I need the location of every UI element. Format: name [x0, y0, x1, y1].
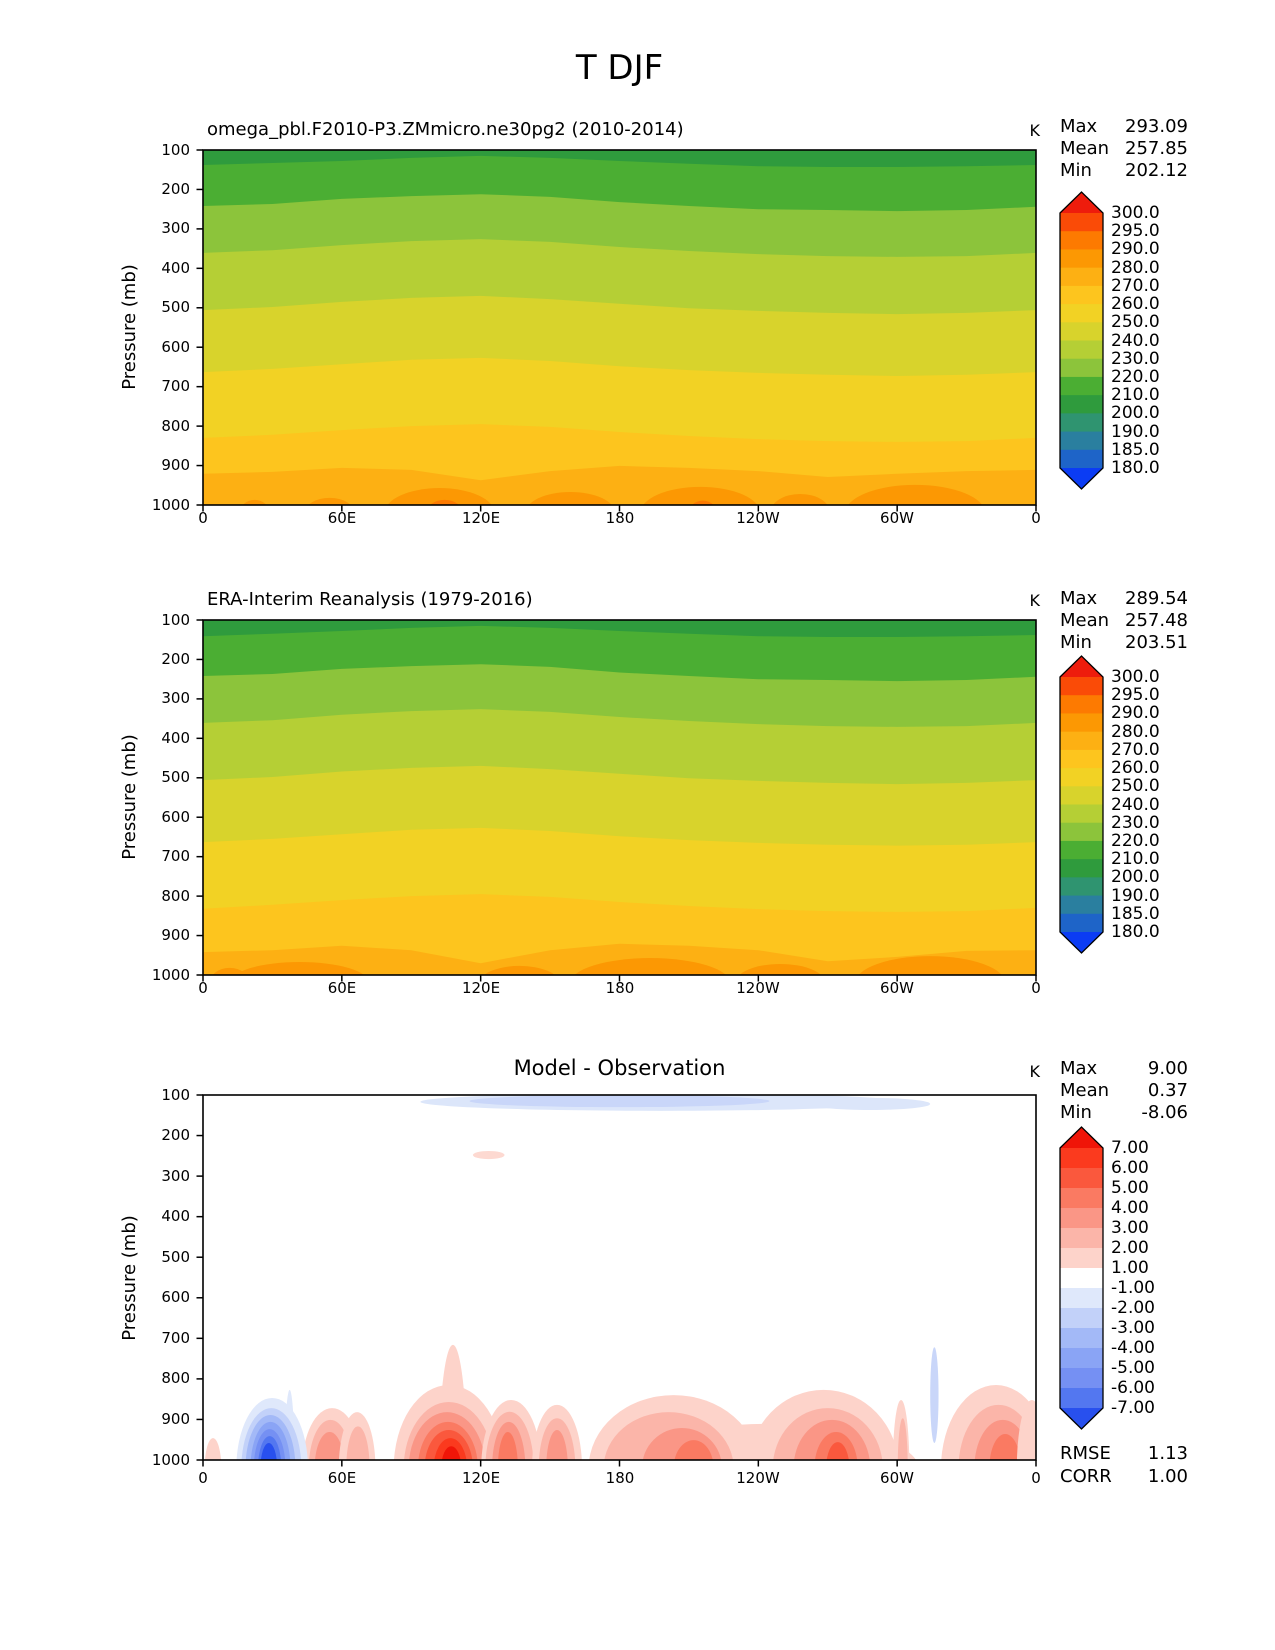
colorbar-tick-label: 295.0	[1111, 221, 1160, 241]
panel3-units-label: K	[1029, 1062, 1040, 1081]
colorbar-tick-label: 3.00	[1111, 1218, 1149, 1238]
y-tick-label: 800	[161, 1369, 190, 1387]
panel2-max-label: Max	[1060, 588, 1098, 609]
x-tick-label: 60W	[880, 509, 914, 527]
y-tick-label: 200	[161, 1126, 190, 1144]
colorbar-tick-label: 280.0	[1111, 722, 1160, 742]
colorbar-tick-label: 260.0	[1111, 294, 1160, 314]
colorbar-tick-label: -7.00	[1111, 1398, 1155, 1418]
rmse-label: RMSE	[1060, 1443, 1111, 1464]
figure-title: T DJF	[575, 48, 664, 88]
model-contour-plot	[195, 148, 1044, 517]
panel3-max-value: 9.00	[1147, 1058, 1188, 1079]
colorbar-tick-label: 270.0	[1111, 740, 1160, 760]
panel3-title: Model - Observation	[513, 1056, 726, 1080]
y-tick-label: 900	[161, 1410, 190, 1428]
x-tick-label: 0	[198, 509, 208, 527]
reanalysis-contour-plot	[195, 618, 1044, 987]
contour-fill-layer	[203, 620, 1036, 987]
panel3-y-axis-label: Pressure (mb)	[119, 1215, 140, 1341]
y-tick-label: 800	[161, 887, 190, 905]
y-tick-label: 700	[161, 377, 190, 395]
panel3-min-label: Min	[1060, 1102, 1092, 1123]
colorbar-tick-label: 280.0	[1111, 258, 1160, 278]
y-tick-label: 1000	[151, 966, 190, 984]
panel1-mean-value: 257.85	[1125, 138, 1188, 159]
x-tick-label: 0	[1031, 979, 1041, 997]
y-tick-label: 700	[161, 1329, 190, 1347]
y-tick-label: 400	[161, 259, 190, 277]
colorbar-tick-label: 210.0	[1111, 849, 1160, 869]
panel1-mean-label: Mean	[1060, 138, 1110, 159]
panel1-min-label: Min	[1060, 160, 1092, 181]
colorbar-tick-label: 180.0	[1111, 922, 1160, 942]
colorbar-tick-label: -2.00	[1111, 1298, 1155, 1318]
y-tick-label: 700	[161, 847, 190, 865]
panel2-mean-label: Mean	[1060, 610, 1110, 631]
x-tick-label: 0	[1031, 1469, 1041, 1487]
colorbar-tick-label: 7.00	[1111, 1138, 1149, 1158]
rmse-value: 1.13	[1147, 1443, 1188, 1464]
colorbar-tick-label: 190.0	[1111, 422, 1160, 442]
x-tick-label: 60W	[880, 1469, 914, 1487]
y-tick-label: 500	[161, 768, 190, 786]
panel2-max-value: 289.54	[1125, 588, 1188, 609]
y-tick-label: 600	[161, 338, 190, 356]
y-tick-label: 200	[161, 180, 190, 198]
x-tick-label: 120E	[461, 1469, 501, 1487]
x-tick-label: 120E	[461, 509, 501, 527]
colorbar-tick-label: 185.0	[1111, 440, 1160, 460]
panel3-mean-label: Mean	[1060, 1080, 1110, 1101]
colorbar-tick-label: 6.00	[1111, 1158, 1149, 1178]
x-tick-label: 60E	[327, 509, 357, 527]
contour-fill-layer	[203, 150, 1036, 517]
x-tick-label: 60E	[327, 1469, 357, 1487]
panel3-min-value: -8.06	[1141, 1102, 1188, 1123]
colorbar-tick-label: 4.00	[1111, 1198, 1149, 1218]
y-tick-label: 600	[161, 808, 190, 826]
colorbar-tick-label: 230.0	[1111, 349, 1160, 369]
y-tick-label: 900	[161, 456, 190, 474]
y-tick-label: 100	[161, 141, 190, 159]
x-tick-label: 60E	[327, 979, 357, 997]
colorbar-tick-label: 2.00	[1111, 1238, 1149, 1258]
y-tick-label: 400	[161, 729, 190, 747]
x-tick-label: 0	[198, 979, 208, 997]
y-tick-label: 200	[161, 650, 190, 668]
colorbar-tick-label: 220.0	[1111, 831, 1160, 851]
panel1-max-value: 293.09	[1125, 116, 1188, 137]
corr-value: 1.00	[1147, 1466, 1188, 1487]
y-tick-label: 300	[161, 1167, 190, 1185]
panel1-title: omega_pbl.F2010-P3.ZMmicro.ne30pg2 (2010-2014)	[207, 119, 684, 140]
y-tick-label: 400	[161, 1207, 190, 1225]
colorbar-tick-label: 185.0	[1111, 904, 1160, 924]
y-tick-label: 100	[161, 611, 190, 629]
colorbar-tick-label: 295.0	[1111, 685, 1160, 705]
x-tick-label: 0	[1031, 509, 1041, 527]
colorbar-tick-label: 260.0	[1111, 758, 1160, 778]
colorbar-tick-label: 5.00	[1111, 1178, 1149, 1198]
x-tick-label: 120E	[461, 979, 501, 997]
colorbar-tick-label: 1.00	[1111, 1258, 1149, 1278]
x-tick-label: 120W	[736, 509, 780, 527]
y-tick-label: 300	[161, 689, 190, 707]
y-tick-label: 500	[161, 298, 190, 316]
x-tick-label: 180	[605, 1469, 635, 1487]
y-tick-label: 900	[161, 926, 190, 944]
colorbar-tick-label: 180.0	[1111, 458, 1160, 478]
colorbar-tick-label: 210.0	[1111, 385, 1160, 405]
panel2-y-axis-label: Pressure (mb)	[119, 734, 140, 860]
colorbar-tick-label: 200.0	[1111, 867, 1160, 887]
colorbar-tick-label: -6.00	[1111, 1378, 1155, 1398]
colorbar-tick-label: 220.0	[1111, 367, 1160, 387]
panel2-min-label: Min	[1060, 632, 1092, 653]
contour-fill-layer	[203, 1093, 1044, 1472]
y-tick-label: 100	[161, 1086, 190, 1104]
colorbar-tick-label: -4.00	[1111, 1338, 1155, 1358]
colorbar-tick-label: 240.0	[1111, 331, 1160, 351]
colorbar-tick-label: 230.0	[1111, 813, 1160, 833]
colorbar-tick-label: 200.0	[1111, 403, 1160, 423]
y-tick-label: 1000	[151, 496, 190, 514]
colorbar-tick-label: 290.0	[1111, 703, 1160, 723]
panel2-min-value: 203.51	[1125, 632, 1188, 653]
x-tick-label: 180	[605, 509, 635, 527]
panel1-max-label: Max	[1060, 116, 1098, 137]
colorbar-tick-label: -1.00	[1111, 1278, 1155, 1298]
x-tick-label: 0	[198, 1469, 208, 1487]
y-tick-label: 500	[161, 1248, 190, 1266]
panel3-max-label: Max	[1060, 1058, 1098, 1079]
panel1-y-axis-label: Pressure (mb)	[119, 264, 140, 390]
colorbar-tick-label: 250.0	[1111, 312, 1160, 332]
panel2-title: ERA-Interim Reanalysis (1979-2016)	[207, 589, 533, 610]
colorbar-tick-label: 190.0	[1111, 886, 1160, 906]
panel2-mean-value: 257.48	[1125, 610, 1188, 631]
colorbar-tick-label: 290.0	[1111, 239, 1160, 259]
colorbar-tick-label: -3.00	[1111, 1318, 1155, 1338]
panel1-units-label: K	[1029, 121, 1040, 140]
colorbar-tick-label: 240.0	[1111, 795, 1160, 815]
colorbar-tick-label: 300.0	[1111, 667, 1160, 687]
panel3-mean-value: 0.37	[1147, 1080, 1188, 1101]
y-tick-label: 300	[161, 219, 190, 237]
colorbar-tick-label: 250.0	[1111, 776, 1160, 796]
corr-label: CORR	[1060, 1466, 1112, 1487]
panel2-units-label: K	[1029, 591, 1040, 610]
colorbar-tick-label: 270.0	[1111, 276, 1160, 296]
x-tick-label: 120W	[736, 1469, 780, 1487]
y-tick-label: 1000	[151, 1451, 190, 1469]
y-tick-label: 600	[161, 1288, 190, 1306]
colorbar-tick-label: 300.0	[1111, 203, 1160, 223]
x-tick-label: 120W	[736, 979, 780, 997]
x-tick-label: 180	[605, 979, 635, 997]
y-tick-label: 800	[161, 417, 190, 435]
colorbar-tick-label: -5.00	[1111, 1358, 1155, 1378]
x-tick-label: 60W	[880, 979, 914, 997]
panel1-min-value: 202.12	[1125, 160, 1188, 181]
difference-contour-plot	[195, 1093, 1044, 1472]
